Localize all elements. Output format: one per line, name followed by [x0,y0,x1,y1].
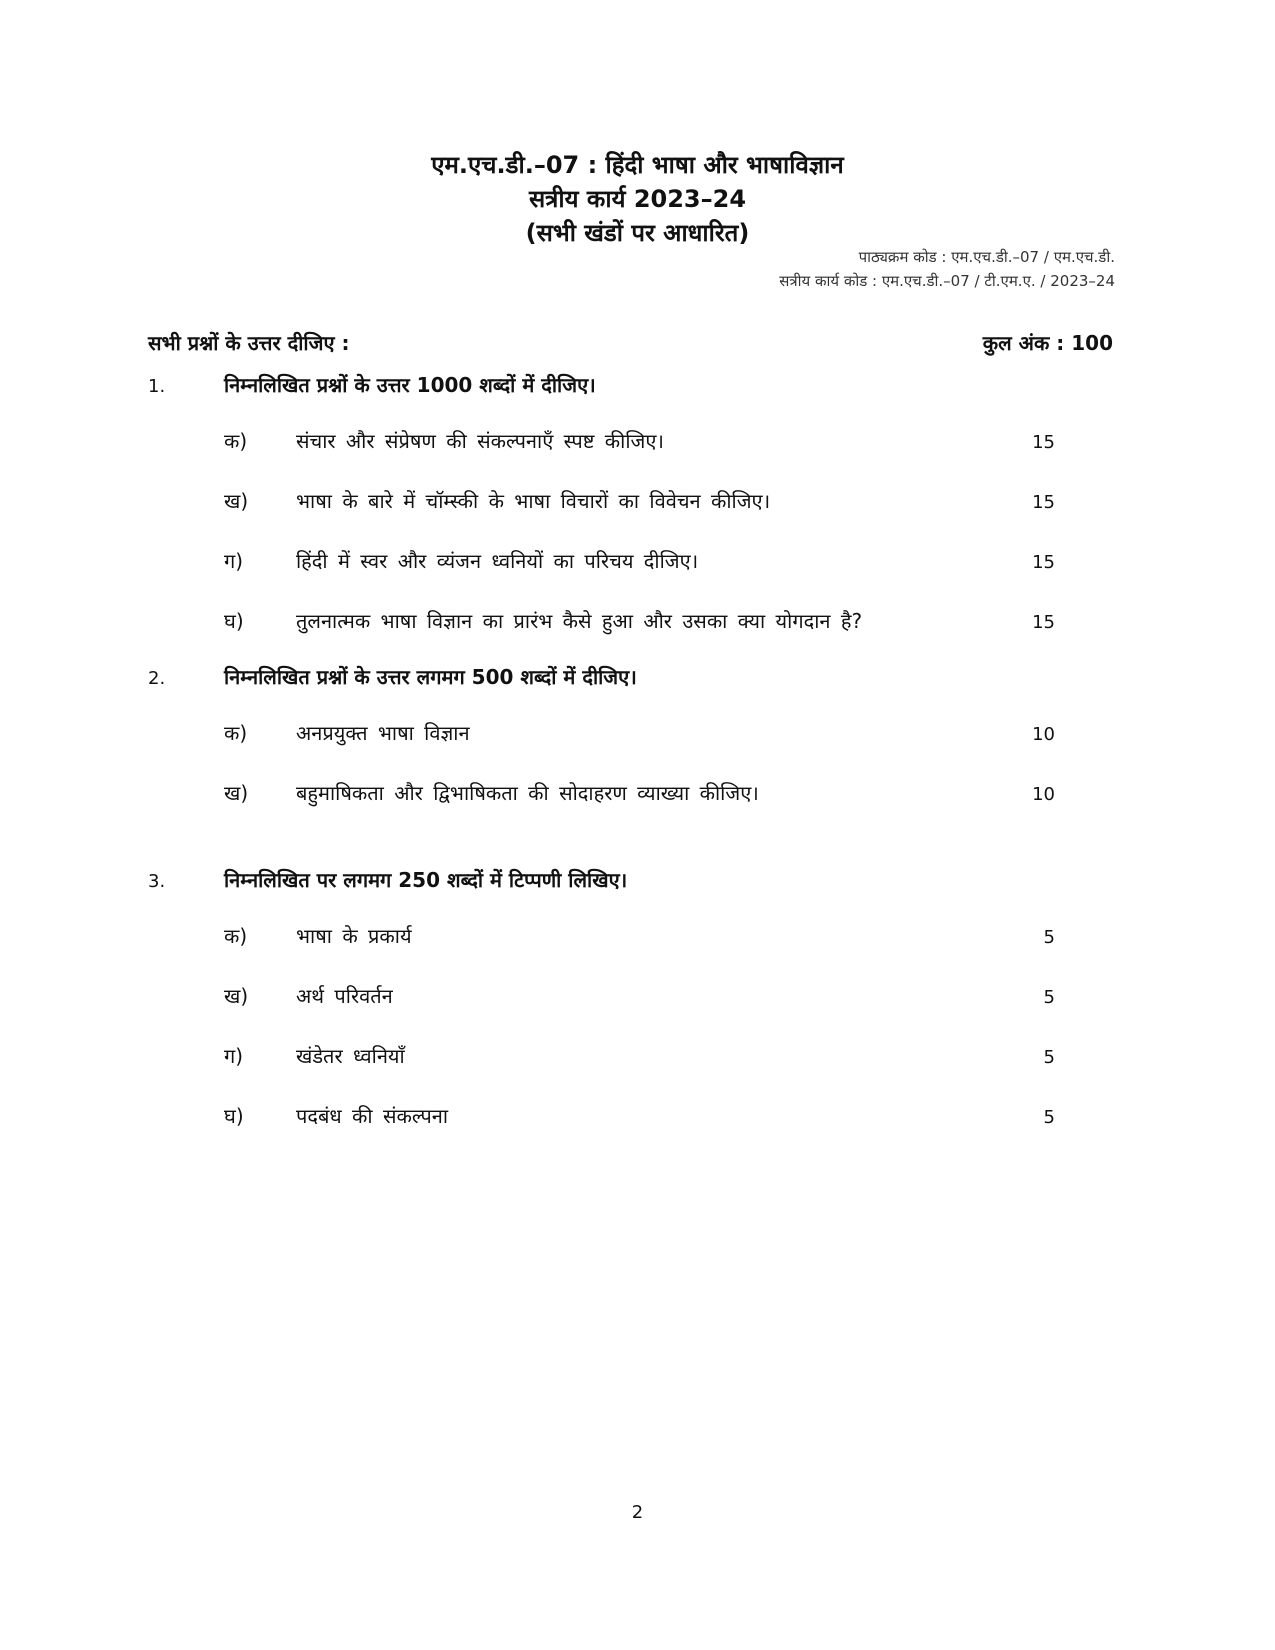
section-2 [148,660,1113,838]
section-number: 3. [148,871,166,892]
question-label: ख) [224,489,249,513]
question-label: ख) [224,984,249,1008]
section-number: 1. [148,376,166,397]
question-item [148,1101,1113,1161]
section-heading [148,863,1113,897]
question-marks: 15 [1032,492,1055,513]
question-label: घ) [224,609,244,633]
section-heading-text: निम्नलिखित प्रश्नों के उत्तर लगमग 500 शब्दों में दीजिए। [224,665,637,689]
assignment-year: सत्रीय कार्य 2023–24 [528,185,747,213]
course-code: पाठ्यक्रम कोड : एम.एच.डी.–07 / एम.एच.डी. [858,248,1115,266]
section-heading [148,368,1113,402]
question-text: हिंदी में स्वर और व्यंजन ध्वनियों का परिचय दीजिए। [296,549,699,573]
question-label: घ) [224,1104,244,1128]
question-text: अर्थ परिवर्तन [296,984,393,1008]
question-text: भाषा के बारे में चॉम्स्की के भाषा विचारों का विवेचन कीजिए। [296,489,771,513]
section-number: 2. [148,668,166,689]
codes-block [779,245,1115,293]
instruction-text: सभी प्रश्नों के उत्तर दीजिए : [148,331,350,355]
question-label: ग) [224,1044,244,1068]
page-number: 2 [631,1502,644,1523]
section-heading-text: निम्नलिखित प्रश्नों के उत्तर 1000 शब्दों में दीजिए। [224,373,596,397]
question-item [148,486,1113,546]
question-item [148,606,1113,666]
question-text: भाषा के प्रकार्य [296,924,412,948]
question-label: क) [224,924,248,948]
question-label: क) [224,721,248,745]
question-text: खंडेतर ध्वनियाँ [296,1044,405,1068]
question-item [148,718,1113,778]
section-1 [148,368,1113,666]
question-label: ग) [224,549,244,573]
question-text: संचार और संप्रेषण की संकल्पनाएँ स्पष्ट कीजिए। [296,429,665,453]
question-item [148,1041,1113,1101]
section-3 [148,863,1113,1161]
total-marks: कुल अंक : 100 [982,331,1113,355]
question-item [148,981,1113,1041]
question-item [148,426,1113,486]
question-text: तुलनात्मक भाषा विज्ञान का प्रारंभ कैसे हुआ और उसका क्या योगदान है? [296,609,863,633]
question-label: ख) [224,781,249,805]
question-marks: 5 [1043,927,1055,948]
question-item [148,546,1113,606]
section-heading-text: निम्नलिखित पर लगमग 250 शब्दों में टिप्पणी लिखिए। [224,868,628,892]
question-item [148,921,1113,981]
section-heading [148,660,1113,694]
question-marks: 15 [1032,432,1055,453]
question-marks: 5 [1043,1047,1055,1068]
title-block [0,148,1275,250]
question-label: क) [224,429,248,453]
course-title: एम.एच.डी.–07 : हिंदी भाषा और भाषाविज्ञान [431,151,844,179]
question-marks: 5 [1043,1107,1055,1128]
question-marks: 10 [1032,784,1055,805]
assignment-scope: (सभी खंडों पर आधारित) [525,219,750,247]
question-text: बहुमाषिकता और द्विभाषिकता की सोदाहरण व्याख्या कीजिए। [296,781,759,805]
question-marks: 10 [1032,724,1055,745]
question-marks: 15 [1032,612,1055,633]
assignment-code: सत्रीय कार्य कोड : एम.एच.डी.–07 / टी.एम.ए. / 2023–24 [779,272,1115,290]
question-marks: 5 [1043,987,1055,1008]
question-text: अनप्रयुक्त भाषा विज्ञान [296,721,470,745]
question-item [148,778,1113,838]
question-text: पदबंध की संकल्पना [296,1104,449,1128]
question-marks: 15 [1032,552,1055,573]
